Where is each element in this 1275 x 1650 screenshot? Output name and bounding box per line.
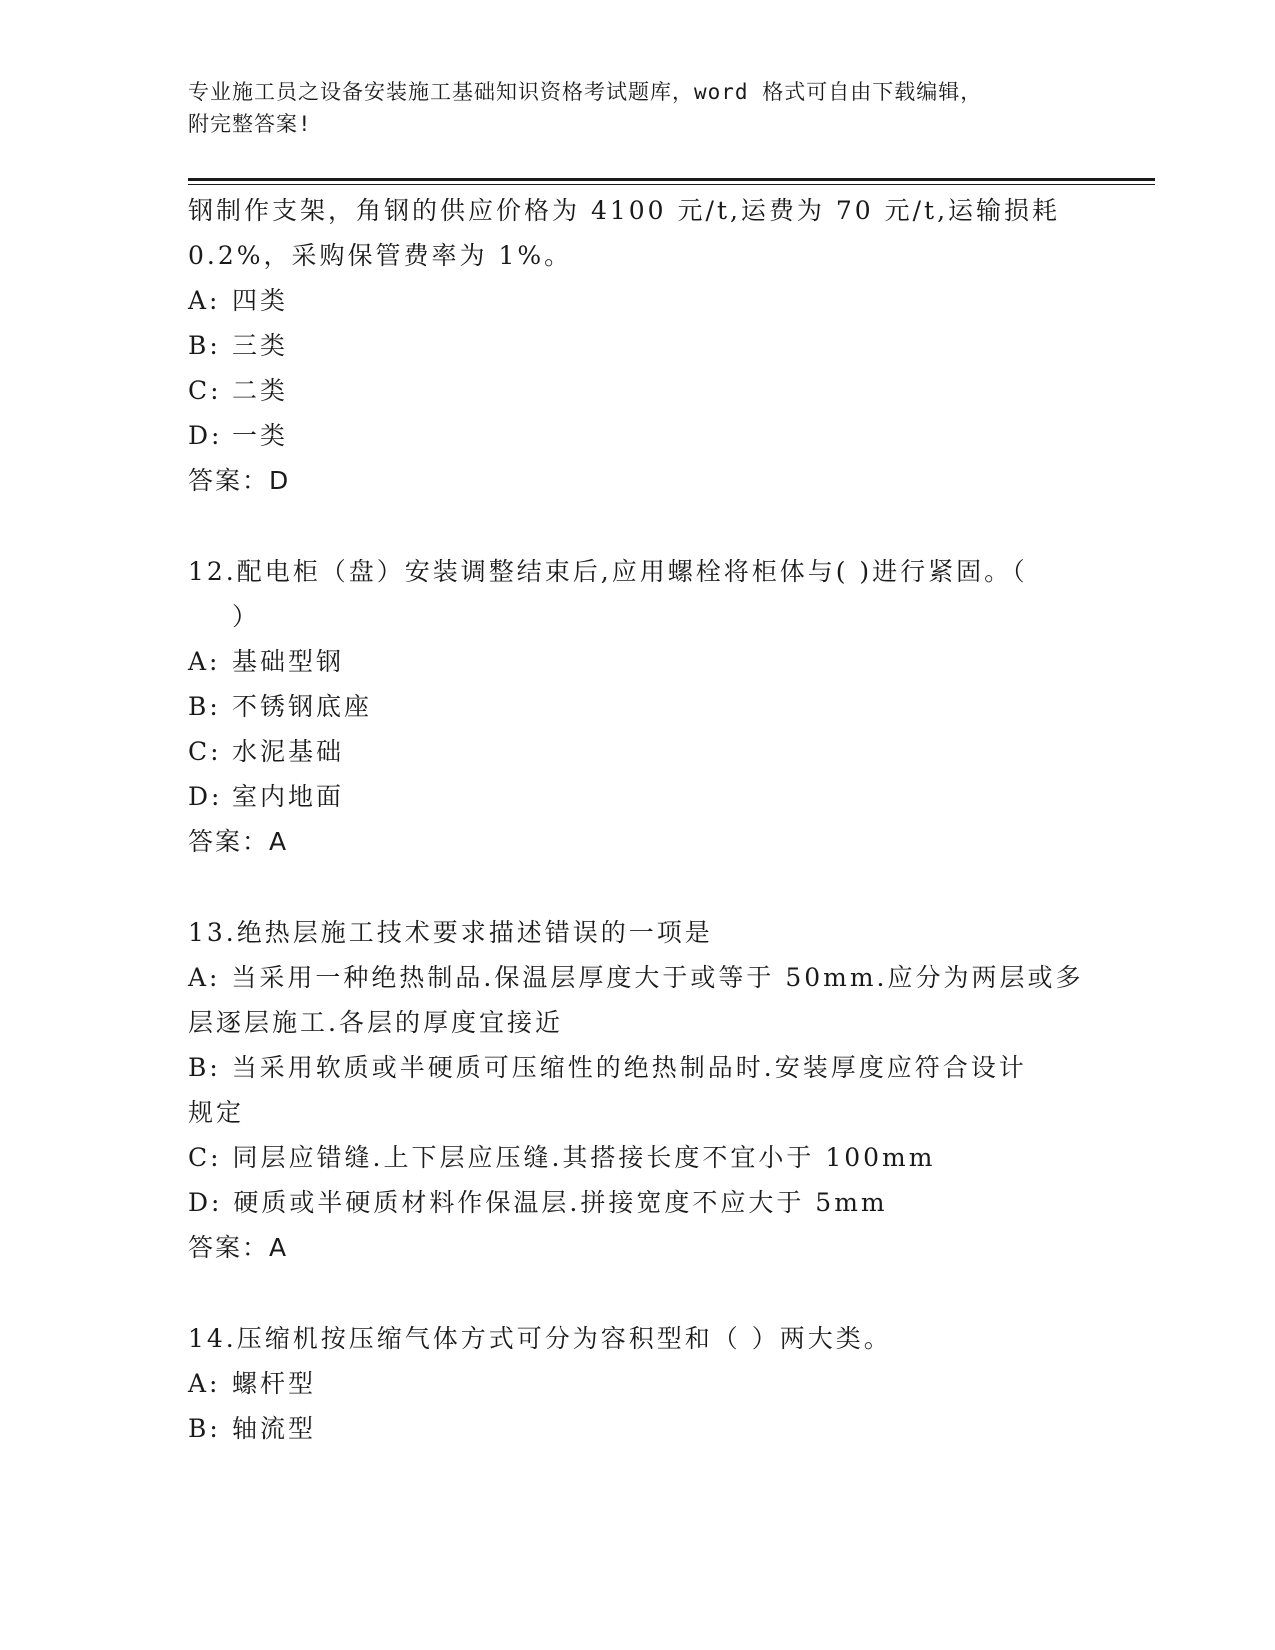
header-divider-thin bbox=[188, 184, 1155, 185]
option-letter: B: bbox=[188, 1414, 221, 1443]
option-d bbox=[188, 774, 1088, 819]
question-14 bbox=[188, 1316, 1088, 1451]
spacer bbox=[188, 865, 1088, 910]
document-header bbox=[188, 76, 1088, 140]
question-11 bbox=[188, 188, 1088, 504]
option-b-continued: 规定 bbox=[188, 1098, 245, 1127]
option-letter: A: bbox=[188, 286, 221, 315]
question-13 bbox=[188, 910, 1088, 1271]
option-letter: A: bbox=[188, 1369, 221, 1398]
question-stem-line: 0.2%，采购保管费率为 1%。 bbox=[188, 241, 573, 270]
option-d bbox=[188, 413, 1088, 458]
header-line-2: 附完整答案! bbox=[188, 112, 312, 136]
question-stem-line: 12.配电柜（盘）安装调整结束后,应用螺栓将柜体与( )进行紧固。（ bbox=[188, 557, 1028, 586]
option-letter: C: bbox=[188, 737, 222, 766]
option-letter: B: bbox=[188, 692, 221, 721]
option-a-continued: 层逐层施工.各层的厚度宜接近 bbox=[188, 1008, 563, 1037]
option-letter: C: bbox=[188, 376, 222, 405]
header-line-1: 专业施工员之设备安装施工基础知识资格考试题库，word 格式可自由下载编辑， bbox=[188, 80, 983, 104]
option-letter: D: bbox=[188, 421, 223, 450]
option-text: 基础型钢 bbox=[232, 647, 345, 676]
option-text: 水泥基础 bbox=[232, 737, 345, 766]
question-stem-line: 钢制作支架，角钢的供应价格为 4100 元/t,运费为 70 元/t,运输损耗 bbox=[188, 196, 1061, 225]
option-text: 螺杆型 bbox=[232, 1369, 317, 1398]
answer-line: 答案：D bbox=[188, 466, 291, 495]
option-c bbox=[188, 729, 1088, 774]
spacer bbox=[188, 1271, 1088, 1316]
option-c bbox=[188, 368, 1088, 413]
option-b bbox=[188, 1406, 1088, 1451]
option-a bbox=[188, 639, 1088, 684]
option-d: D: 硬质或半硬质材料作保温层.拼接宽度不应大于 5mm bbox=[188, 1188, 888, 1217]
option-text: 一类 bbox=[232, 421, 289, 450]
option-b bbox=[188, 684, 1088, 729]
option-a bbox=[188, 1361, 1088, 1406]
question-12 bbox=[188, 549, 1088, 865]
question-stem-line: 13.绝热层施工技术要求描述错误的一项是 bbox=[188, 918, 713, 947]
answer-line: 答案：A bbox=[188, 827, 289, 856]
option-text: 室内地面 bbox=[232, 782, 345, 811]
option-c: C: 同层应错缝.上下层应压缝.其搭接长度不宜小于 100mm bbox=[188, 1143, 936, 1172]
option-b bbox=[188, 323, 1088, 368]
option-text: 不锈钢底座 bbox=[232, 692, 373, 721]
option-letter: B: bbox=[188, 331, 221, 360]
header-divider-thick bbox=[188, 178, 1155, 181]
option-b: B: 当采用软质或半硬质可压缩性的绝热制品时.安装厚度应符合设计 bbox=[188, 1053, 1027, 1082]
question-stem-line: ） bbox=[232, 602, 261, 631]
option-text: 轴流型 bbox=[232, 1414, 317, 1443]
option-a bbox=[188, 278, 1088, 323]
option-a: A: 当采用一种绝热制品.保温层厚度大于或等于 50mm.应分为两层或多 bbox=[188, 963, 1084, 992]
question-stem-line: 14.压缩机按压缩气体方式可分为容积型和（ ）两大类。 bbox=[188, 1324, 892, 1353]
option-text: 二类 bbox=[232, 376, 289, 405]
option-letter: D: bbox=[188, 782, 223, 811]
option-letter: A: bbox=[188, 647, 221, 676]
question-content bbox=[188, 188, 1088, 1451]
spacer bbox=[188, 504, 1088, 549]
option-text: 四类 bbox=[232, 286, 289, 315]
option-text: 三类 bbox=[232, 331, 289, 360]
answer-line: 答案：A bbox=[188, 1233, 289, 1262]
